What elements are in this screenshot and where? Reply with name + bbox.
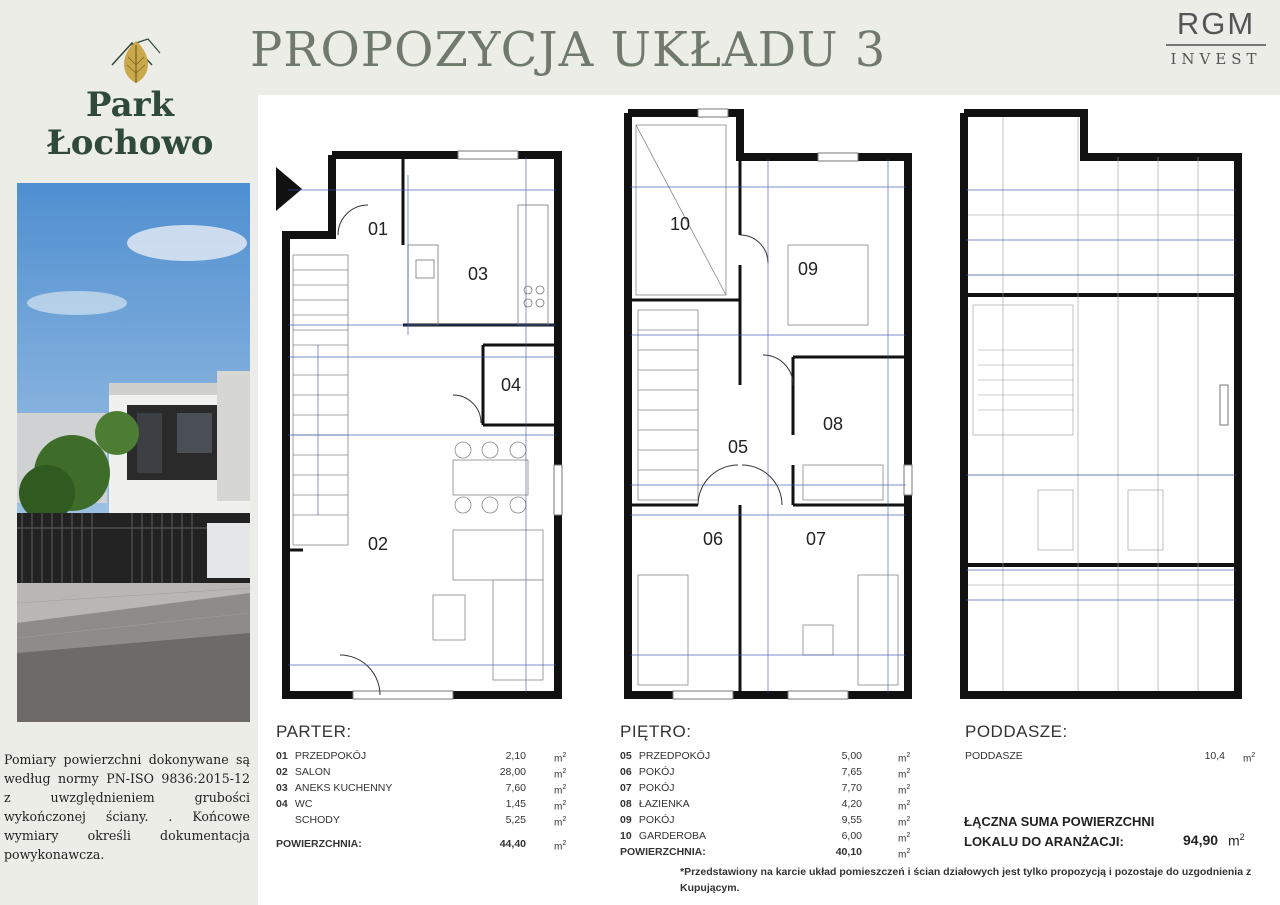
- floor-plan-poddasze: [964, 113, 1238, 695]
- table-row: [620, 796, 940, 812]
- summary-line-1: ŁĄCZNA SUMA POWIERZCHNI: [964, 814, 1155, 829]
- room-label-08: 08: [823, 414, 844, 434]
- total-row: [276, 836, 596, 852]
- park-lochowo-logo: [30, 30, 230, 170]
- brand-name: [30, 86, 230, 162]
- table-row: [620, 780, 940, 796]
- summary-line-2: LOKALU DO ARANŻACJI:: [964, 834, 1124, 849]
- table-row: [276, 764, 596, 780]
- room-code: 09: [620, 814, 632, 826]
- poddasze-heading: PODDASZE:: [965, 722, 1068, 741]
- room-label-05: 05: [728, 437, 749, 457]
- room-area: 6,00: [841, 830, 862, 842]
- room-name: POKÓJ: [638, 782, 675, 794]
- table-row: [620, 764, 940, 780]
- room-code: 04: [276, 798, 288, 810]
- room-code: 01: [276, 750, 288, 762]
- area-unit: $m^2$: [554, 816, 567, 829]
- room-code: 07: [620, 782, 632, 794]
- room-area: 5,00: [841, 750, 862, 762]
- room-code: 03: [276, 782, 288, 794]
- room-area: 10,4: [1204, 750, 1225, 762]
- table-row: [620, 812, 940, 828]
- room-code: 06: [620, 766, 632, 778]
- room-area: 7,70: [841, 782, 862, 794]
- room-name: GARDEROBA: [638, 830, 707, 842]
- room-label-07: 07: [806, 529, 827, 549]
- room-label-10: 10: [670, 214, 691, 234]
- room-name: POKÓJ: [638, 814, 675, 826]
- total-summary: [964, 812, 1154, 852]
- table-row: [276, 812, 596, 828]
- measurement-notes: Pomiary powierzchni dokonywane są według normy PN-ISO 9836:2015-12 z uwzględnieniem grubości wykończonej ściany. . Końcowe wymiary określi dokumentacja powykonawcza.: [4, 752, 250, 862]
- area-unit: $m^2$: [898, 800, 911, 813]
- room-area: 4,20: [841, 798, 862, 810]
- room-area: 7,60: [505, 782, 526, 794]
- total-area: 44,40: [499, 838, 526, 850]
- room-name: POKÓJ: [638, 766, 675, 778]
- area-unit: $m^2$: [898, 768, 911, 781]
- room-name: PRZEDPOKÓJ: [294, 750, 367, 762]
- area-unit: $m^2$: [898, 832, 911, 845]
- room-name: PODDASZE: [965, 750, 1023, 762]
- room-area: 9,55: [841, 814, 862, 826]
- pietro-heading: PIĘTRO:: [620, 722, 692, 741]
- summary-value: 94,90: [1183, 832, 1219, 848]
- room-name: SALON: [294, 766, 331, 778]
- table-row: [965, 748, 1265, 764]
- room-code: 05: [620, 750, 632, 762]
- area-unit: $m^2$: [554, 800, 567, 813]
- area-unit: $m^2$: [898, 816, 911, 829]
- floor-plan-pietro: [628, 109, 912, 699]
- rgm-invest-logo: [1166, 4, 1266, 68]
- rgm-logo-sub: INVEST: [1170, 50, 1262, 68]
- pietro-area-table: [620, 722, 940, 860]
- room-area: 28,00: [499, 766, 526, 778]
- floor-plan-parter: [276, 151, 562, 699]
- area-unit: $m^2$: [1243, 752, 1256, 765]
- room-code: 02: [276, 766, 288, 778]
- room-label-01: 01: [368, 219, 389, 239]
- brand-line-1: Park: [85, 85, 175, 125]
- room-label-03: 03: [468, 264, 489, 284]
- parter-heading: PARTER:: [276, 722, 352, 741]
- room-name: SCHODY: [294, 814, 340, 826]
- area-unit: $m^2$: [554, 768, 567, 781]
- area-unit: $m^2$: [554, 752, 567, 765]
- room-area: 1,45: [505, 798, 526, 810]
- table-row: [620, 748, 940, 764]
- brand-line-2: Łochowo: [46, 123, 214, 163]
- area-unit: $m^2$: [554, 840, 567, 853]
- summary-unit: $m^2$: [1228, 832, 1245, 849]
- table-row: [276, 748, 596, 764]
- area-unit: $m^2$: [898, 784, 911, 797]
- area-unit: $m^2$: [554, 784, 567, 797]
- total-label: POWIERZCHNIA:: [276, 838, 362, 850]
- table-row: [620, 828, 940, 844]
- rgm-logo-main: RGM: [1166, 4, 1266, 46]
- room-label-02: 02: [368, 534, 389, 554]
- entrance-arrow-icon: [276, 167, 302, 211]
- page-title: PROPOZYCJA UKŁADU 3: [250, 22, 887, 78]
- area-unit: $m^2$: [898, 848, 911, 861]
- room-label-09: 09: [798, 259, 819, 279]
- room-area: 7,65: [841, 766, 862, 778]
- building-render-photo: [17, 183, 250, 722]
- room-area: 2,10: [505, 750, 526, 762]
- room-code: 10: [620, 830, 632, 842]
- area-unit: $m^2$: [898, 752, 911, 765]
- poddasze-area-table: [965, 722, 1265, 764]
- left-column: [0, 0, 258, 905]
- floor-plans-drawing: [258, 95, 1280, 715]
- footnote: *Przedstawiony na karcie układ pomieszczeń i ścian działowych jest tylko propozycją i pozostaje do uzgodnienia z Kupującym.: [680, 866, 1252, 894]
- table-row: [276, 796, 596, 812]
- leaf-icon: [108, 35, 164, 85]
- room-label-06: 06: [703, 529, 724, 549]
- room-name: PRZEDPOKÓJ: [638, 750, 711, 762]
- room-name: WC: [294, 798, 313, 810]
- table-row: [276, 780, 596, 796]
- room-area: 5,25: [505, 814, 526, 826]
- room-code: 08: [620, 798, 632, 810]
- room-name: ANEKS KUCHENNY: [294, 782, 393, 794]
- parter-area-table: [276, 722, 596, 852]
- room-name: ŁAZIENKA: [638, 798, 690, 810]
- total-area: 40,10: [835, 846, 862, 858]
- total-label: POWIERZCHNIA:: [620, 846, 706, 858]
- total-row: [620, 844, 940, 860]
- room-label-04: 04: [501, 375, 522, 395]
